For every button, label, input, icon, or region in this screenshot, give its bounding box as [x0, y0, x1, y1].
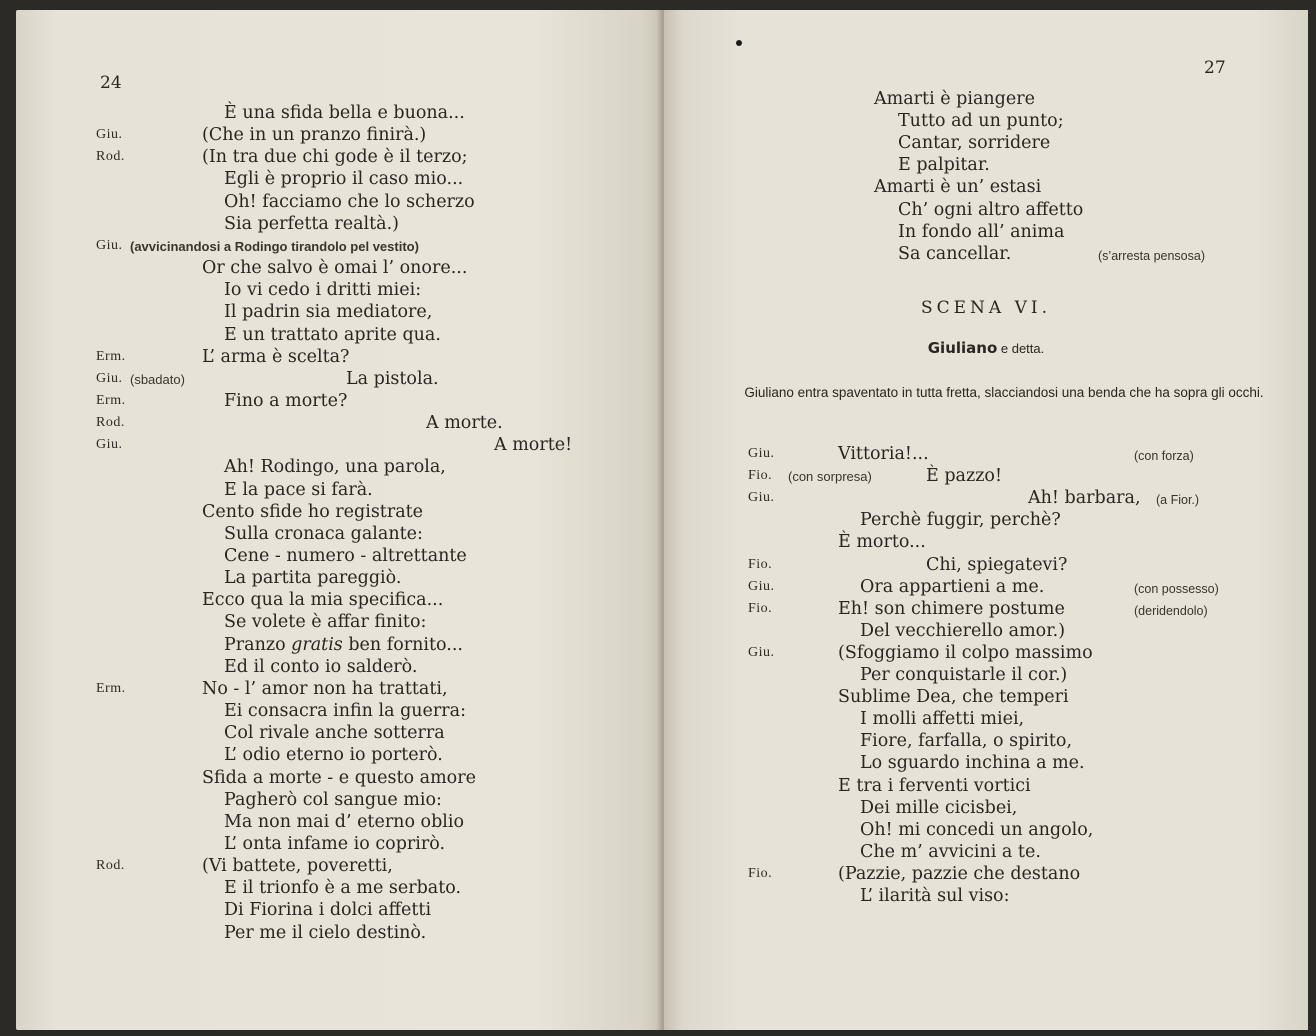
speaker-label: Rod. [96, 415, 125, 431]
stage-aside: (deridendolo) [1134, 603, 1208, 618]
verse-text: Egli è proprio il caso mio... [224, 169, 464, 190]
verse-text: Cento sfide ho registrate [202, 501, 424, 522]
stage-aside: (a Fior.) [1156, 493, 1200, 508]
speaker-label: Erm. [96, 680, 126, 696]
left-page [16, 10, 662, 1030]
verse-text: Ecco qua la mia specifica... [202, 590, 444, 611]
verse-text: A morte. [426, 413, 503, 434]
stage-aside: (con forza) [1134, 449, 1194, 463]
ink-spot [736, 40, 742, 46]
right-page [664, 10, 1308, 1030]
verse-text: Il padrin sia mediatore, [224, 302, 433, 323]
verse-text: (Pazzie, pazzie che destano [838, 863, 1081, 884]
verse-text: La pistola. [346, 368, 439, 389]
verse-text: Ei consacra infin la guerra: [224, 701, 466, 722]
page-number-right: 27 [1204, 58, 1226, 78]
verse-text: Ed il conto io salderò. [224, 656, 418, 677]
verse-text: Ah! barbara, [1028, 488, 1141, 509]
verse-text: Se volete è affar finito: [224, 612, 427, 633]
verse-text: L’ ilarità sul viso: [860, 886, 1010, 906]
verse-text: (Che in un pranzo finirà.) [202, 125, 427, 146]
scene-character-rest: e detta. [997, 341, 1045, 356]
verse-text: In fondo all’ anima [898, 221, 1065, 242]
verse-text: Lo sguardo inchina a me. [860, 753, 1085, 774]
speaker-label: Giu. [96, 127, 123, 143]
verse-text: Ah! Rodingo, una parola, [224, 457, 446, 478]
verse-text: Cantar, sorridere [898, 133, 1051, 154]
verse-text: Sa cancellar. [898, 243, 1012, 264]
verse-text: Io vi cedo i dritti miei: [224, 280, 422, 301]
verse-text: Del vecchierello amor.) [860, 620, 1066, 641]
verse-text: E la pace si farà. [224, 479, 373, 500]
verse-text: Oh! facciamo che lo scherzo [224, 191, 475, 212]
speaker-label: Giu. [96, 237, 123, 253]
verse-text: È pazzo! [926, 466, 1002, 487]
verse-text [224, 634, 463, 656]
verse-text: Perchè fuggir, perchè? [860, 510, 1061, 531]
verse-text: È una sfida bella e buona... [224, 103, 465, 123]
verse-text: Chi, spiegatevi? [926, 554, 1068, 575]
stage-direction-inline: (avvicinandosi a Rodingo tirandolo pel vestito) [130, 238, 419, 254]
speaker-label: Giu. [96, 370, 123, 386]
verse-text-italic: gratis [291, 634, 343, 655]
verse-text: (Vi battete, poveretti, [202, 856, 393, 877]
speaker-label: Fio. [748, 600, 773, 616]
speaker-label: Giu. [748, 490, 775, 506]
verse-text: Vittoria!... [838, 444, 929, 464]
verse-text: Fiore, farfalla, o spirito, [860, 731, 1073, 752]
scene-characters [664, 338, 1308, 357]
verse-text: E il trionfo è a me serbato. [224, 878, 462, 899]
verse-text: Amarti è piangere [874, 89, 1035, 109]
speaker-label: Fio. [748, 865, 773, 881]
verse-text: Ma non mai d’ eterno oblio [224, 811, 465, 832]
verse-text: Sublime Dea, che temperi [838, 687, 1069, 708]
verse-text-part: ben fornito... [342, 634, 463, 655]
verse-text: Tutto ad un punto; [898, 111, 1064, 132]
verse-text: (Sfoggiamo il colpo massimo [838, 642, 1093, 663]
verse-text: Per conquistarle il cor.) [860, 665, 1068, 685]
verse-text: Che m’ avvicini a te. [860, 841, 1041, 862]
verse-text: L’ arma è scelta? [202, 346, 350, 367]
speaker-label: Erm. [96, 392, 126, 408]
scene-title: SCENA VI. [920, 298, 1051, 318]
verse-text: Ora appartieni a me. [860, 576, 1045, 597]
verse-text: No - l’ amor non ha trattati, [202, 678, 448, 699]
stage-aside: (s’arresta pensosa) [1098, 248, 1205, 263]
stage-direction-inline: (con sorpresa) [788, 469, 872, 485]
verse-text: Cene - numero - altrettante [224, 546, 467, 566]
verse-text: È morto... [838, 532, 926, 553]
scene-character-name: Giuliano [927, 339, 998, 357]
verse-text: Sulla cronaca galante: [224, 523, 423, 544]
speaker-label: Giu. [748, 446, 775, 461]
verse-text: Or che salvo è omai l’ onore... [202, 258, 468, 279]
verse-text: L’ onta infame io coprirò. [224, 833, 446, 854]
speaker-label: Giu. [748, 578, 775, 594]
speaker-label: Erm. [96, 348, 126, 364]
speaker-label: Giu. [748, 644, 775, 660]
verse-text: E palpitar. [898, 155, 990, 176]
verse-text: Per me il cielo destinò. [224, 922, 427, 943]
verse-text-part: Pranzo [224, 634, 292, 655]
stage-direction: Giuliano entra spaventato in tutta fretta, slacciandosi una benda che ha sopra gli occhi. [744, 385, 1264, 400]
stage-direction-inline: (sbadato) [130, 371, 185, 387]
verse-text: Dei mille cicisbei, [860, 797, 1018, 818]
verse-text: L’ odio eterno io porterò. [224, 745, 443, 766]
verse-text: Oh! mi concedi un angolo, [860, 819, 1094, 840]
page-number-left: 24 [100, 73, 122, 93]
verse-text: Di Fiorina i dolci affetti [224, 900, 432, 921]
verse-text: Fino a morte? [224, 390, 348, 411]
verse-text: A morte! [494, 435, 573, 456]
speaker-label: Giu. [96, 437, 123, 453]
verse-text: Eh! son chimere postume [838, 598, 1065, 619]
verse-text: Sfida a morte - e questo amore [202, 767, 476, 788]
speaker-label: Rod. [96, 858, 125, 874]
verse-text: E un trattato aprite qua. [224, 324, 441, 345]
verse-text: Pagherò col sangue mio: [224, 789, 442, 810]
speaker-label: Fio. [748, 468, 773, 484]
verse-text: La partita pareggiò. [224, 568, 402, 589]
verse-text: Col rivale anche sotterra [224, 723, 445, 744]
verse-text: Amarti è un’ estasi [874, 177, 1042, 198]
verse-text: Ch’ ogni altro affetto [898, 199, 1084, 220]
speaker-label: Rod. [96, 149, 125, 165]
verse-text: I molli affetti miei, [860, 709, 1025, 730]
stage-aside: (con possesso) [1134, 581, 1219, 596]
verse-text: (In tra due chi gode è il terzo; [202, 147, 468, 168]
verse-text: Sia perfetta realtà.) [224, 213, 400, 234]
speaker-label: Fio. [748, 556, 773, 572]
verse-text: E tra i ferventi vortici [838, 775, 1031, 796]
